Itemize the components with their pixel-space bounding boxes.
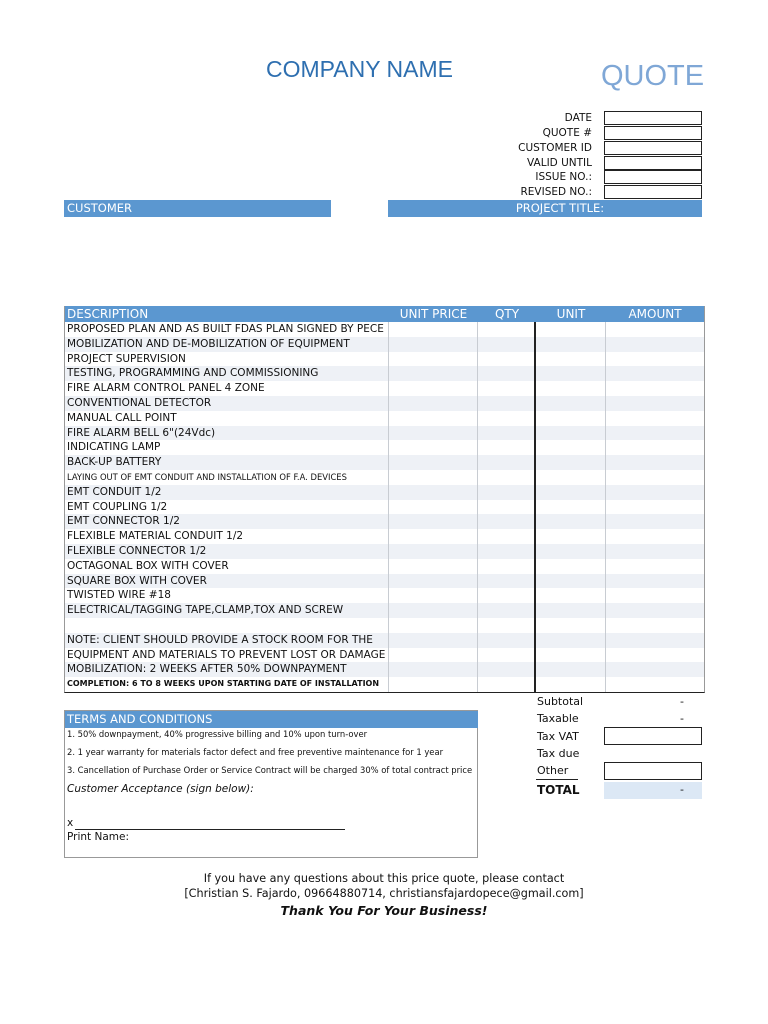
unit-price-cell[interactable] xyxy=(389,574,478,589)
unit-cell[interactable] xyxy=(536,559,606,574)
table-row xyxy=(65,440,704,455)
description-cell: EMT CONDUIT 1/2 xyxy=(65,485,389,500)
issue-no-label: ISSUE NO.: xyxy=(535,171,592,183)
revised-no-field[interactable] xyxy=(604,185,702,199)
quote-number-field[interactable] xyxy=(604,126,702,140)
qty-cell[interactable] xyxy=(478,470,536,485)
amount-cell[interactable] xyxy=(606,366,704,381)
description-cell: ELECTRICAL/TAGGING TAPE,CLAMP,TOX AND SCREW xyxy=(65,603,389,618)
description-cell: MOBILIZATION AND DE-MOBILIZATION OF EQUIPMENT xyxy=(65,337,389,352)
terms-box xyxy=(64,710,478,858)
amount-cell[interactable] xyxy=(606,677,704,692)
table-row xyxy=(65,529,704,544)
qty-cell[interactable] xyxy=(478,381,536,396)
description-cell: EQUIPMENT AND MATERIALS TO PREVENT LOST OR DAMAGE xyxy=(65,648,389,663)
unit-price-cell[interactable] xyxy=(389,485,478,500)
table-row xyxy=(65,662,704,677)
customer-section-header: CUSTOMER xyxy=(64,200,331,217)
table-row xyxy=(65,381,704,396)
table-row xyxy=(65,411,704,426)
description-cell: PROJECT SUPERVISION xyxy=(65,352,389,367)
unit-cell[interactable] xyxy=(536,440,606,455)
qty-cell[interactable] xyxy=(478,396,536,411)
amount-cell[interactable] xyxy=(606,322,704,337)
project-title-header: PROJECT TITLE: xyxy=(388,200,702,217)
qty-header: QTY xyxy=(494,307,520,321)
qty-cell[interactable] xyxy=(478,352,536,367)
date-label: DATE xyxy=(564,112,592,124)
amount-cell[interactable] xyxy=(606,500,704,515)
description-cell: MANUAL CALL POINT xyxy=(65,411,389,426)
table-row xyxy=(65,514,704,529)
description-cell: CONVENTIONAL DETECTOR xyxy=(65,396,389,411)
amount-cell[interactable] xyxy=(606,411,704,426)
amount-cell[interactable] xyxy=(606,648,704,663)
description-cell: OCTAGONAL BOX WITH COVER xyxy=(65,559,389,574)
unit-cell[interactable] xyxy=(536,603,606,618)
description-cell: TWISTED WIRE #18 xyxy=(65,588,389,603)
qty-cell[interactable] xyxy=(478,648,536,663)
unit-cell[interactable] xyxy=(536,322,606,337)
unit-cell[interactable] xyxy=(536,366,606,381)
amount-cell[interactable] xyxy=(606,440,704,455)
quote-number-label: QUOTE # xyxy=(542,127,592,139)
qty-cell[interactable] xyxy=(478,677,536,692)
qty-cell[interactable] xyxy=(478,544,536,559)
unit-cell[interactable] xyxy=(536,648,606,663)
amount-cell[interactable] xyxy=(606,396,704,411)
table-row xyxy=(65,677,704,692)
description-cell: PROPOSED PLAN AND AS BUILT FDAS PLAN SIGNED BY PECE xyxy=(65,322,389,337)
unit-price-cell[interactable] xyxy=(389,603,478,618)
unit-price-cell[interactable] xyxy=(389,648,478,663)
unit-cell[interactable] xyxy=(536,677,606,692)
amount-cell[interactable] xyxy=(606,455,704,470)
table-row xyxy=(65,574,704,589)
description-cell xyxy=(65,618,389,633)
table-row xyxy=(65,366,704,381)
unit-price-cell[interactable] xyxy=(389,455,478,470)
total-label: TOTAL xyxy=(537,783,580,797)
unit-price-cell[interactable] xyxy=(389,366,478,381)
description-cell: TESTING, PROGRAMMING AND COMMISSIONING xyxy=(65,366,389,381)
customer-id-label: CUSTOMER ID xyxy=(518,142,592,154)
table-row xyxy=(65,588,704,603)
customer-acceptance-label: Customer Acceptance (sign below): xyxy=(67,783,254,795)
description-cell: EMT COUPLING 1/2 xyxy=(65,500,389,515)
amount-cell[interactable] xyxy=(606,544,704,559)
qty-cell[interactable] xyxy=(478,455,536,470)
amount-cell[interactable] xyxy=(606,603,704,618)
amount-cell[interactable] xyxy=(606,633,704,648)
unit-price-cell[interactable] xyxy=(389,529,478,544)
unit-price-cell[interactable] xyxy=(389,352,478,367)
amount-cell[interactable] xyxy=(606,337,704,352)
table-row xyxy=(65,618,704,633)
unit-price-cell[interactable] xyxy=(389,500,478,515)
description-cell: SQUARE BOX WITH COVER xyxy=(65,574,389,589)
amount-cell[interactable] xyxy=(606,559,704,574)
unit-price-cell[interactable] xyxy=(389,662,478,677)
qty-cell[interactable] xyxy=(478,485,536,500)
revised-no-label: REVISED NO.: xyxy=(520,186,592,198)
qty-cell[interactable] xyxy=(478,633,536,648)
qty-cell[interactable] xyxy=(478,588,536,603)
table-row xyxy=(65,500,704,515)
table-row xyxy=(65,322,704,337)
amount-cell[interactable] xyxy=(606,485,704,500)
amount-cell[interactable] xyxy=(606,574,704,589)
unit-price-cell[interactable] xyxy=(389,426,478,441)
subtotal-value: - xyxy=(680,695,684,708)
description-cell: MOBILIZATION: 2 WEEKS AFTER 50% DOWNPAYMENT xyxy=(65,662,389,677)
signature-prefix: x xyxy=(67,817,74,829)
unit-price-cell[interactable] xyxy=(389,396,478,411)
amount-cell[interactable] xyxy=(606,514,704,529)
contact-note: If you have any questions about this price quote, please contact xyxy=(203,872,565,885)
table-body xyxy=(65,322,704,692)
company-name: COMPANY NAME xyxy=(266,56,454,82)
qty-cell[interactable] xyxy=(478,500,536,515)
unit-header: UNIT xyxy=(556,307,586,321)
contact-details: [Christian S. Fajardo, 09664880714, christiansfajardopece@gmail.com] xyxy=(184,887,584,900)
other-underline xyxy=(536,779,578,780)
taxable-value: - xyxy=(680,712,684,725)
unit-cell[interactable] xyxy=(536,470,606,485)
date-field[interactable] xyxy=(604,111,702,125)
table-row xyxy=(65,603,704,618)
description-cell: FIRE ALARM BELL 6"(24Vdc) xyxy=(65,426,389,441)
amount-cell[interactable] xyxy=(606,618,704,633)
customer-id-field[interactable] xyxy=(604,141,702,155)
qty-cell[interactable] xyxy=(478,574,536,589)
amount-cell[interactable] xyxy=(606,352,704,367)
thank-you-note: Thank You For Your Business! xyxy=(280,903,488,918)
unit-price-cell[interactable] xyxy=(389,337,478,352)
table-row xyxy=(65,455,704,470)
table-row xyxy=(65,485,704,500)
unit-cell[interactable] xyxy=(536,633,606,648)
terms-line-1: 1. 50% downpayment, 40% progressive billing and 10% upon turn-over xyxy=(67,729,368,739)
table-row xyxy=(65,352,704,367)
unit-cell[interactable] xyxy=(536,514,606,529)
unit-cell[interactable] xyxy=(536,662,606,677)
tax-due-label: Tax due xyxy=(537,747,580,760)
unit-cell[interactable] xyxy=(536,411,606,426)
terms-line-3: 3. Cancellation of Purchase Order or Service Contract will be charged 30% of total contract price xyxy=(67,765,473,775)
table-row xyxy=(65,559,704,574)
issue-no-field[interactable] xyxy=(604,170,702,184)
description-cell: EMT CONNECTOR 1/2 xyxy=(65,514,389,529)
terms-line-2: 2. 1 year warranty for materials factor defect and free preventive maintenance for 1 year xyxy=(67,747,444,757)
print-name-label: Print Name: xyxy=(67,831,130,843)
tax-vat-label: Tax VAT xyxy=(537,730,579,743)
qty-cell[interactable] xyxy=(478,322,536,337)
unit-cell[interactable] xyxy=(536,618,606,633)
qty-cell[interactable] xyxy=(478,529,536,544)
unit-cell[interactable] xyxy=(536,544,606,559)
description-cell: NOTE: CLIENT SHOULD PROVIDE A STOCK ROOM FOR THE xyxy=(65,633,389,648)
qty-cell[interactable] xyxy=(478,603,536,618)
table-row xyxy=(65,648,704,663)
unit-price-cell[interactable] xyxy=(389,544,478,559)
valid-until-field[interactable] xyxy=(604,156,702,170)
other-field[interactable] xyxy=(604,762,702,780)
description-cell: COMPLETION: 6 TO 8 WEEKS UPON STARTING DATE OF INSTALLATION xyxy=(65,677,389,692)
qty-cell[interactable] xyxy=(478,426,536,441)
unit-price-cell[interactable] xyxy=(389,470,478,485)
amount-cell[interactable] xyxy=(606,529,704,544)
qty-cell[interactable] xyxy=(478,366,536,381)
unit-cell[interactable] xyxy=(536,529,606,544)
tax-vat-field[interactable] xyxy=(604,727,702,745)
unit-cell[interactable] xyxy=(536,396,606,411)
qty-cell[interactable] xyxy=(478,337,536,352)
qty-cell[interactable] xyxy=(478,618,536,633)
unit-price-cell[interactable] xyxy=(389,633,478,648)
unit-price-cell[interactable] xyxy=(389,588,478,603)
unit-cell[interactable] xyxy=(536,574,606,589)
terms-header: TERMS AND CONDITIONS xyxy=(65,711,478,728)
unit-cell[interactable] xyxy=(536,485,606,500)
line-items-table xyxy=(64,306,705,693)
unit-cell[interactable] xyxy=(536,500,606,515)
unit-price-cell[interactable] xyxy=(389,618,478,633)
qty-cell[interactable] xyxy=(478,440,536,455)
amount-cell[interactable] xyxy=(606,662,704,677)
amount-cell[interactable] xyxy=(606,470,704,485)
table-row xyxy=(65,337,704,352)
amount-cell[interactable] xyxy=(606,426,704,441)
description-header: DESCRIPTION xyxy=(67,307,149,321)
unit-cell[interactable] xyxy=(536,337,606,352)
description-cell: BACK-UP BATTERY xyxy=(65,455,389,470)
unit-cell[interactable] xyxy=(536,352,606,367)
unit-price-cell[interactable] xyxy=(389,440,478,455)
table-row xyxy=(65,470,704,485)
valid-until-label: VALID UNTIL xyxy=(527,157,592,169)
unit-price-cell[interactable] xyxy=(389,381,478,396)
amount-header: AMOUNT xyxy=(628,307,682,321)
document-title: QUOTE xyxy=(601,60,705,92)
description-cell: FLEXIBLE MATERIAL CONDUIT 1/2 xyxy=(65,529,389,544)
unit-price-cell[interactable] xyxy=(389,514,478,529)
qty-cell[interactable] xyxy=(478,662,536,677)
unit-cell[interactable] xyxy=(536,455,606,470)
amount-cell[interactable] xyxy=(606,588,704,603)
unit-price-cell[interactable] xyxy=(389,322,478,337)
qty-cell[interactable] xyxy=(478,559,536,574)
description-cell: INDICATING LAMP xyxy=(65,440,389,455)
table-row xyxy=(65,426,704,441)
table-header-row xyxy=(65,306,704,322)
unit-price-cell[interactable] xyxy=(389,677,478,692)
other-label: Other xyxy=(537,764,569,777)
subtotal-label: Subtotal xyxy=(537,695,584,708)
unit-price-cell[interactable] xyxy=(389,559,478,574)
unit-price-cell[interactable] xyxy=(389,411,478,426)
description-cell: FIRE ALARM CONTROL PANEL 4 ZONE xyxy=(65,381,389,396)
unit-cell[interactable] xyxy=(536,588,606,603)
taxable-label: Taxable xyxy=(537,712,579,725)
table-row xyxy=(65,544,704,559)
unit-cell[interactable] xyxy=(536,426,606,441)
description-cell: FLEXIBLE CONNECTOR 1/2 xyxy=(65,544,389,559)
table-row xyxy=(65,396,704,411)
total-value: - xyxy=(680,783,684,796)
unit-price-header: UNIT PRICE xyxy=(399,307,468,321)
description-cell: LAYING OUT OF EMT CONDUIT AND INSTALLATION OF F.A. DEVICES xyxy=(65,470,389,485)
qty-cell[interactable] xyxy=(478,514,536,529)
amount-cell[interactable] xyxy=(606,381,704,396)
qty-cell[interactable] xyxy=(478,411,536,426)
table-row xyxy=(65,633,704,648)
unit-cell[interactable] xyxy=(536,381,606,396)
signature-line[interactable] xyxy=(75,829,345,830)
